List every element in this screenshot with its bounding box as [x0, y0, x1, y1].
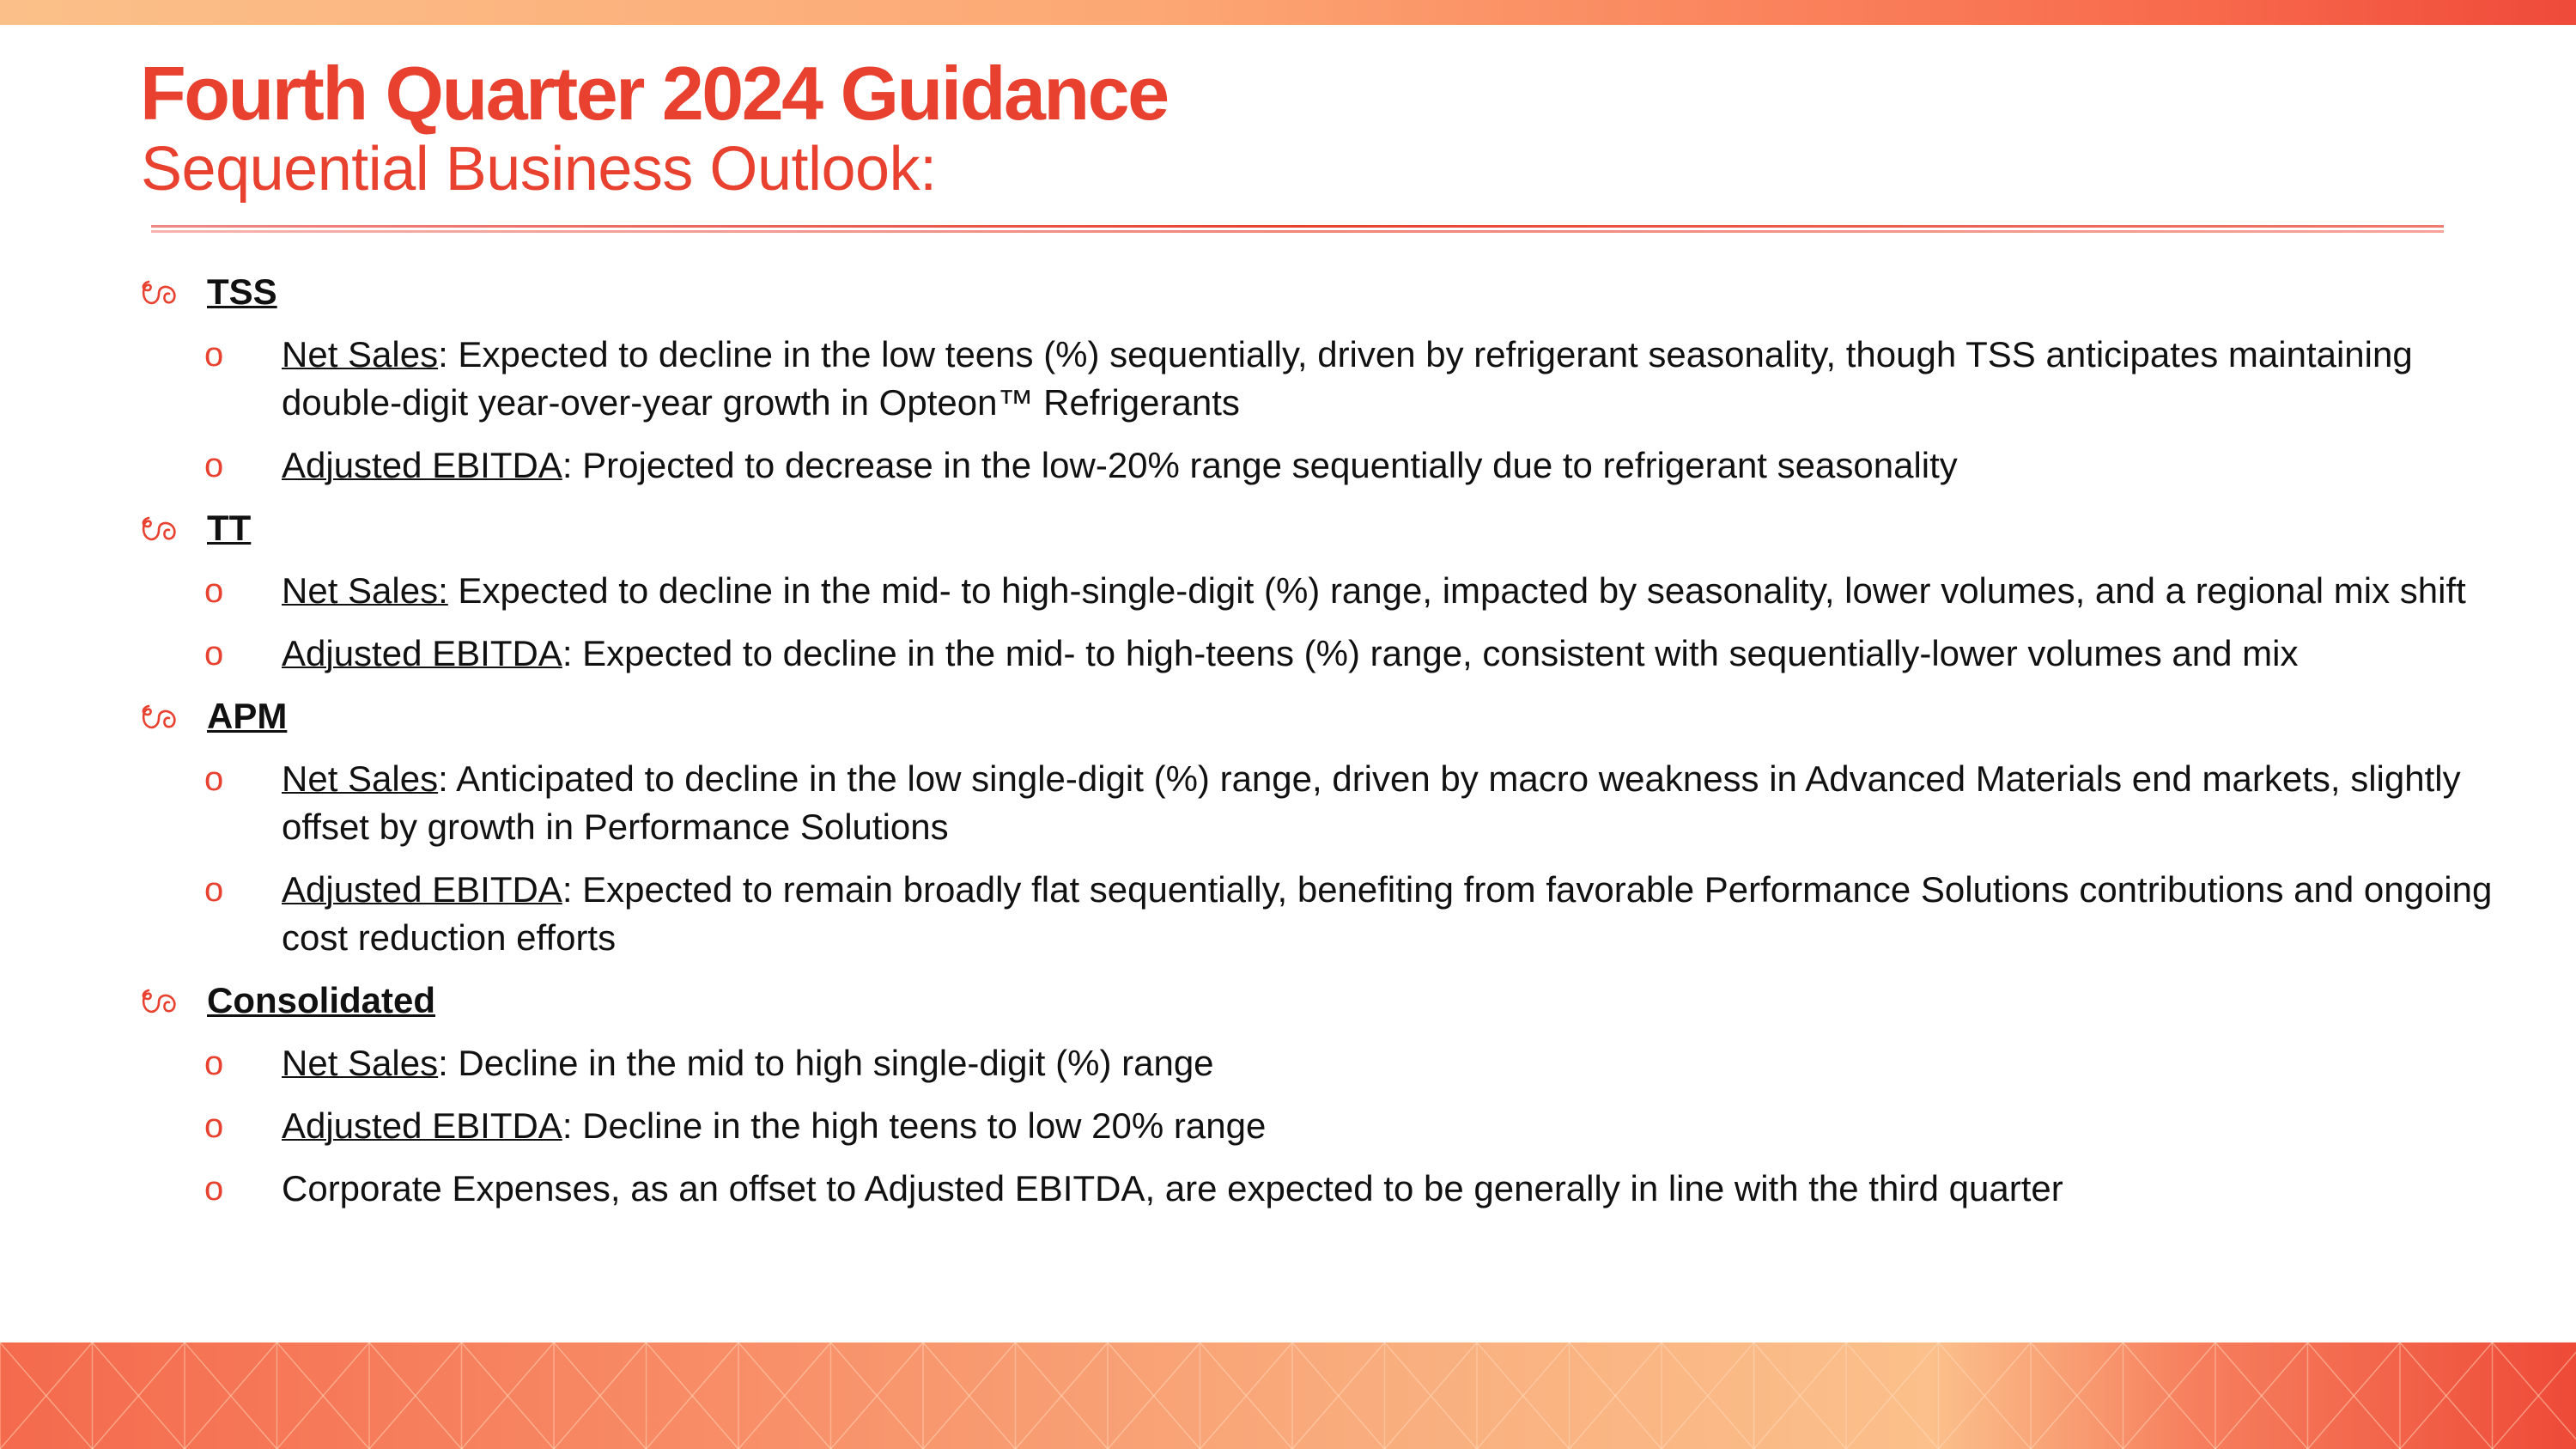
- list-item: o Adjusted EBITDA: Expected to decline in the mid- to high-teens (%) range, consistent with sequentially-lower volumes and mix: [204, 633, 2299, 673]
- item-label: Adjusted EBITDA: [282, 633, 562, 673]
- list-item: o Adjusted EBITDA: Projected to decrease in the low-20% range sequentially due to refrigerant seasonality: [204, 445, 1958, 485]
- item-label: Adjusted EBITDA: [282, 445, 562, 485]
- section-title: Consolidated: [207, 980, 436, 1020]
- section-title: APM: [207, 696, 288, 736]
- item-text: : Projected to decrease in the low-20% range sequentially due to refrigerant seasonality: [562, 445, 1958, 485]
- section-heading-apm: [140, 692, 2493, 740]
- item-text: : Expected to decline in the low teens (%) sequentially, driven by refrigerant seasonality, though TSS anticipates maintaining double-digit year-over-year growth in Opteon™ Refrigerants: [282, 334, 2413, 423]
- page-title: Fourth Quarter 2024 Guidance: [140, 51, 1168, 136]
- item-label: Adjusted EBITDA: [282, 869, 562, 910]
- item-label: Net Sales: [282, 758, 439, 799]
- list-item: o Net Sales: Decline in the mid to high single-digit (%) range: [204, 1043, 1214, 1083]
- title-divider: [151, 225, 2444, 235]
- footer-pattern-band: [0, 1342, 2576, 1449]
- item-label: Net Sales:: [282, 570, 448, 611]
- section-heading-consolidated: [140, 977, 2493, 1025]
- list-item: o Corporate Expenses, as an offset to Adjusted EBITDA, are expected to be generally in line with the third quarter: [204, 1168, 2063, 1209]
- item-text: : Expected to remain broadly flat sequentially, benefiting from favorable Performance Solutions contributions and ongoing cost reduction efforts: [282, 869, 2493, 958]
- page-subtitle: Sequential Business Outlook:: [141, 135, 937, 204]
- section-heading-tt: [140, 504, 2493, 552]
- pattern-diamond: [2493, 1342, 2576, 1449]
- item-label: Net Sales: [282, 1043, 439, 1083]
- list-item: o Adjusted EBITDA: Expected to remain broadly flat sequentially, benefiting from favorable Performance Solutions contributions and ongoing cost reduction efforts: [204, 869, 2493, 958]
- item-label: Net Sales: [282, 334, 439, 374]
- section-title: TSS: [207, 271, 277, 312]
- top-gradient-bar: [0, 0, 2576, 25]
- item-text: : Expected to decline in the mid- to high-teens (%) range, consistent with sequentially-lower volumes and mix: [562, 633, 2299, 673]
- list-item: o Net Sales: Expected to decline in the mid- to high-single-digit (%) range, impacted by seasonality, lower volumes, and a regional mix shift: [204, 570, 2466, 611]
- item-text: Expected to decline in the mid- to high-single-digit (%) range, impacted by seasonality, lower volumes, and a regional mix shift: [447, 570, 2466, 611]
- item-text: : Decline in the mid to high single-digit (%) range: [438, 1043, 1214, 1083]
- section-title: TT: [207, 508, 252, 548]
- item-text: : Decline in the high teens to low 20% range: [562, 1105, 1267, 1146]
- item-label: Adjusted EBITDA: [282, 1105, 562, 1146]
- curl-bullet-icon: [140, 987, 181, 1016]
- list-item: o Adjusted EBITDA: Decline in the high teens to low 20% range: [204, 1105, 1267, 1146]
- diamond-pattern: [0, 1342, 2576, 1449]
- item-text: Corporate Expenses, as an offset to Adjusted EBITDA, are expected to be generally in line with the third quarter: [282, 1168, 2063, 1209]
- curl-bullet-icon: [140, 703, 181, 732]
- item-text: : Anticipated to decline in the low single-digit (%) range, driven by macro weakness in Advanced Materials end markets, slightly offset by growth in Performance Solutions: [282, 758, 2461, 847]
- section-heading-tss: [140, 268, 2493, 316]
- pattern-diamond: [2493, 1342, 2576, 1449]
- guidance-content: [140, 268, 2493, 1213]
- list-item: o Net Sales: Anticipated to decline in the low single-digit (%) range, driven by macro weakness in Advanced Materials end markets, slightly offset by growth in Performance Solutions: [204, 758, 2461, 847]
- list-item: o Net Sales: Expected to decline in the low teens (%) sequentially, driven by refrigerant seasonality, though TSS anticipates maintaining double-digit year-over-year growth in Opteon™ Refrigerants: [204, 334, 2413, 423]
- curl-bullet-icon: [140, 514, 181, 544]
- curl-bullet-icon: [140, 278, 181, 307]
